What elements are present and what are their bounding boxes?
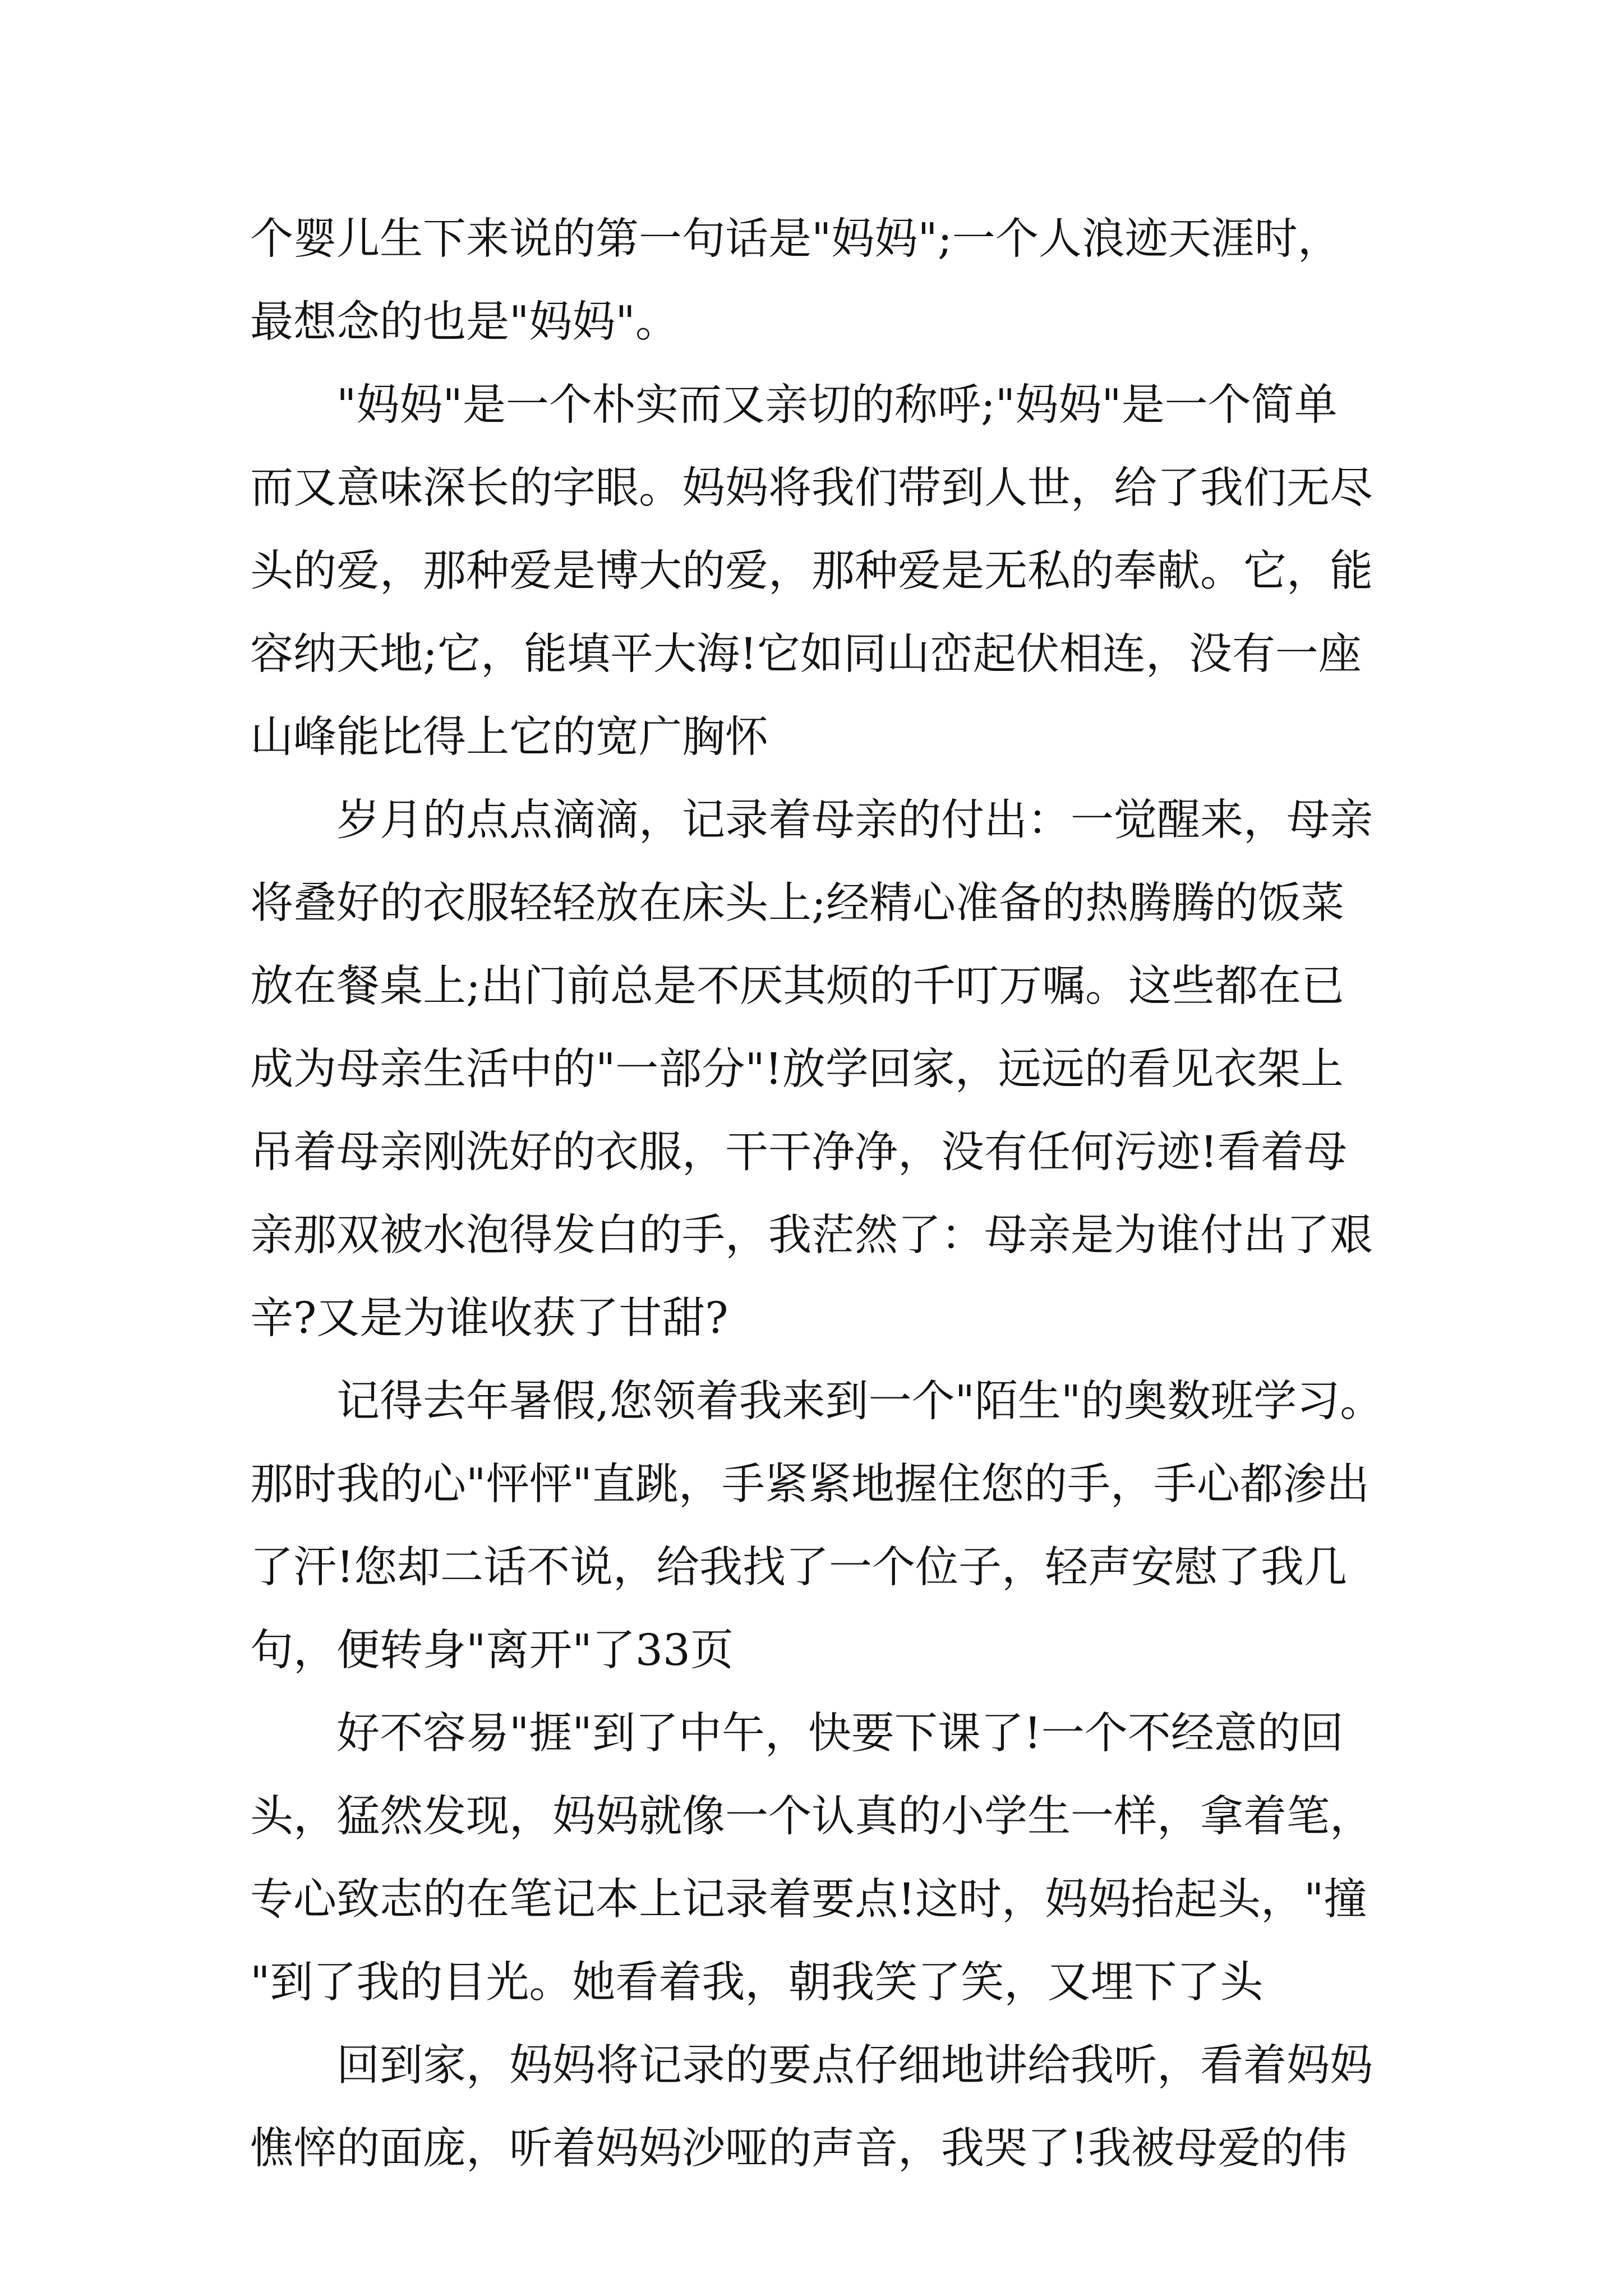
text-line: 山峰能比得上它的宽广胸怀	[250, 712, 768, 762]
text-line: 而又意味深长的字眼。妈妈将我们带到人世，给了我们无尽	[250, 463, 1373, 513]
text-line: 最想念的也是"妈妈"。	[250, 297, 679, 347]
paragraph-4	[250, 1360, 1384, 1692]
text-line: 记得去年暑假,您领着我来到一个"陌生"的奥数班学习。	[336, 1377, 1384, 1427]
text-line: 句，便转身"离开"了33页	[250, 1626, 734, 1676]
text-line: "到了我的目光。她看着我，朝我笑了笑，又埋下了头	[250, 1958, 1264, 2008]
text-line: 头的爱，那种爱是博大的爱，那种爱是无私的奉献。它，能	[250, 546, 1373, 596]
text-line: 那时我的心"怦怦"直跳，手紧紧地握住您的手，手心都渗出	[250, 1460, 1370, 1510]
body-text	[250, 198, 1384, 2191]
text-line: 了汗!您却二话不说，给我找了一个位子，轻声安慰了我几	[250, 1543, 1347, 1593]
text-line: 头，猛然发现，妈妈就像一个认真的小学生一样，拿着笔，	[250, 1792, 1373, 1842]
text-line: 成为母亲生活中的"一部分"!放学回家，远远的看见衣架上	[250, 1045, 1344, 1094]
paragraph-6	[250, 2024, 1374, 2191]
text-line: "妈妈"是一个朴实而又亲切的称呼;"妈妈"是一个简单	[336, 380, 1338, 430]
text-line: 亲那双被水泡得发白的手，我茫然了：母亲是为谁付出了艰	[250, 1211, 1373, 1260]
text-line: 容纳天地;它，能填平大海!它如同山峦起伏相连，没有一座	[250, 629, 1362, 679]
text-line: 岁月的点点滴滴，记录着母亲的付出：一觉醒来，母亲	[336, 795, 1373, 845]
paragraph-3	[250, 779, 1374, 1360]
text-line: 将叠好的衣服轻轻放在床头上;经精心准备的热腾腾的饭菜	[250, 878, 1344, 928]
text-line: 放在餐桌上;出门前总是不厌其烦的千叮万嘱。这些都在已	[250, 961, 1344, 1011]
text-line: 吊着母亲刚洗好的衣服，干干净净，没有任何污迹!看着母	[250, 1128, 1347, 1177]
text-line: 憔悴的面庞，听着妈妈沙哑的声音，我哭了!我被母爱的伟	[250, 2124, 1347, 2174]
text-line: 个婴儿生下来说的第一句话是"妈妈";一个人浪迹天涯时，	[250, 214, 1341, 264]
text-line: 回到家，妈妈将记录的要点仔细地讲给我听，看着妈妈	[336, 2041, 1373, 2091]
text-line: 好不容易"捱"到了中午，快要下课了!一个不经意的回	[336, 1709, 1344, 1759]
text-line: 辛?又是为谁收获了甘甜?	[250, 1294, 728, 1343]
paragraph-1	[250, 198, 1374, 364]
text-line: 专心致志的在笔记本上记录着要点!这时，妈妈抬起头，"撞	[250, 1875, 1367, 1925]
paragraph-5	[250, 1692, 1374, 2024]
paragraph-2	[250, 364, 1374, 779]
